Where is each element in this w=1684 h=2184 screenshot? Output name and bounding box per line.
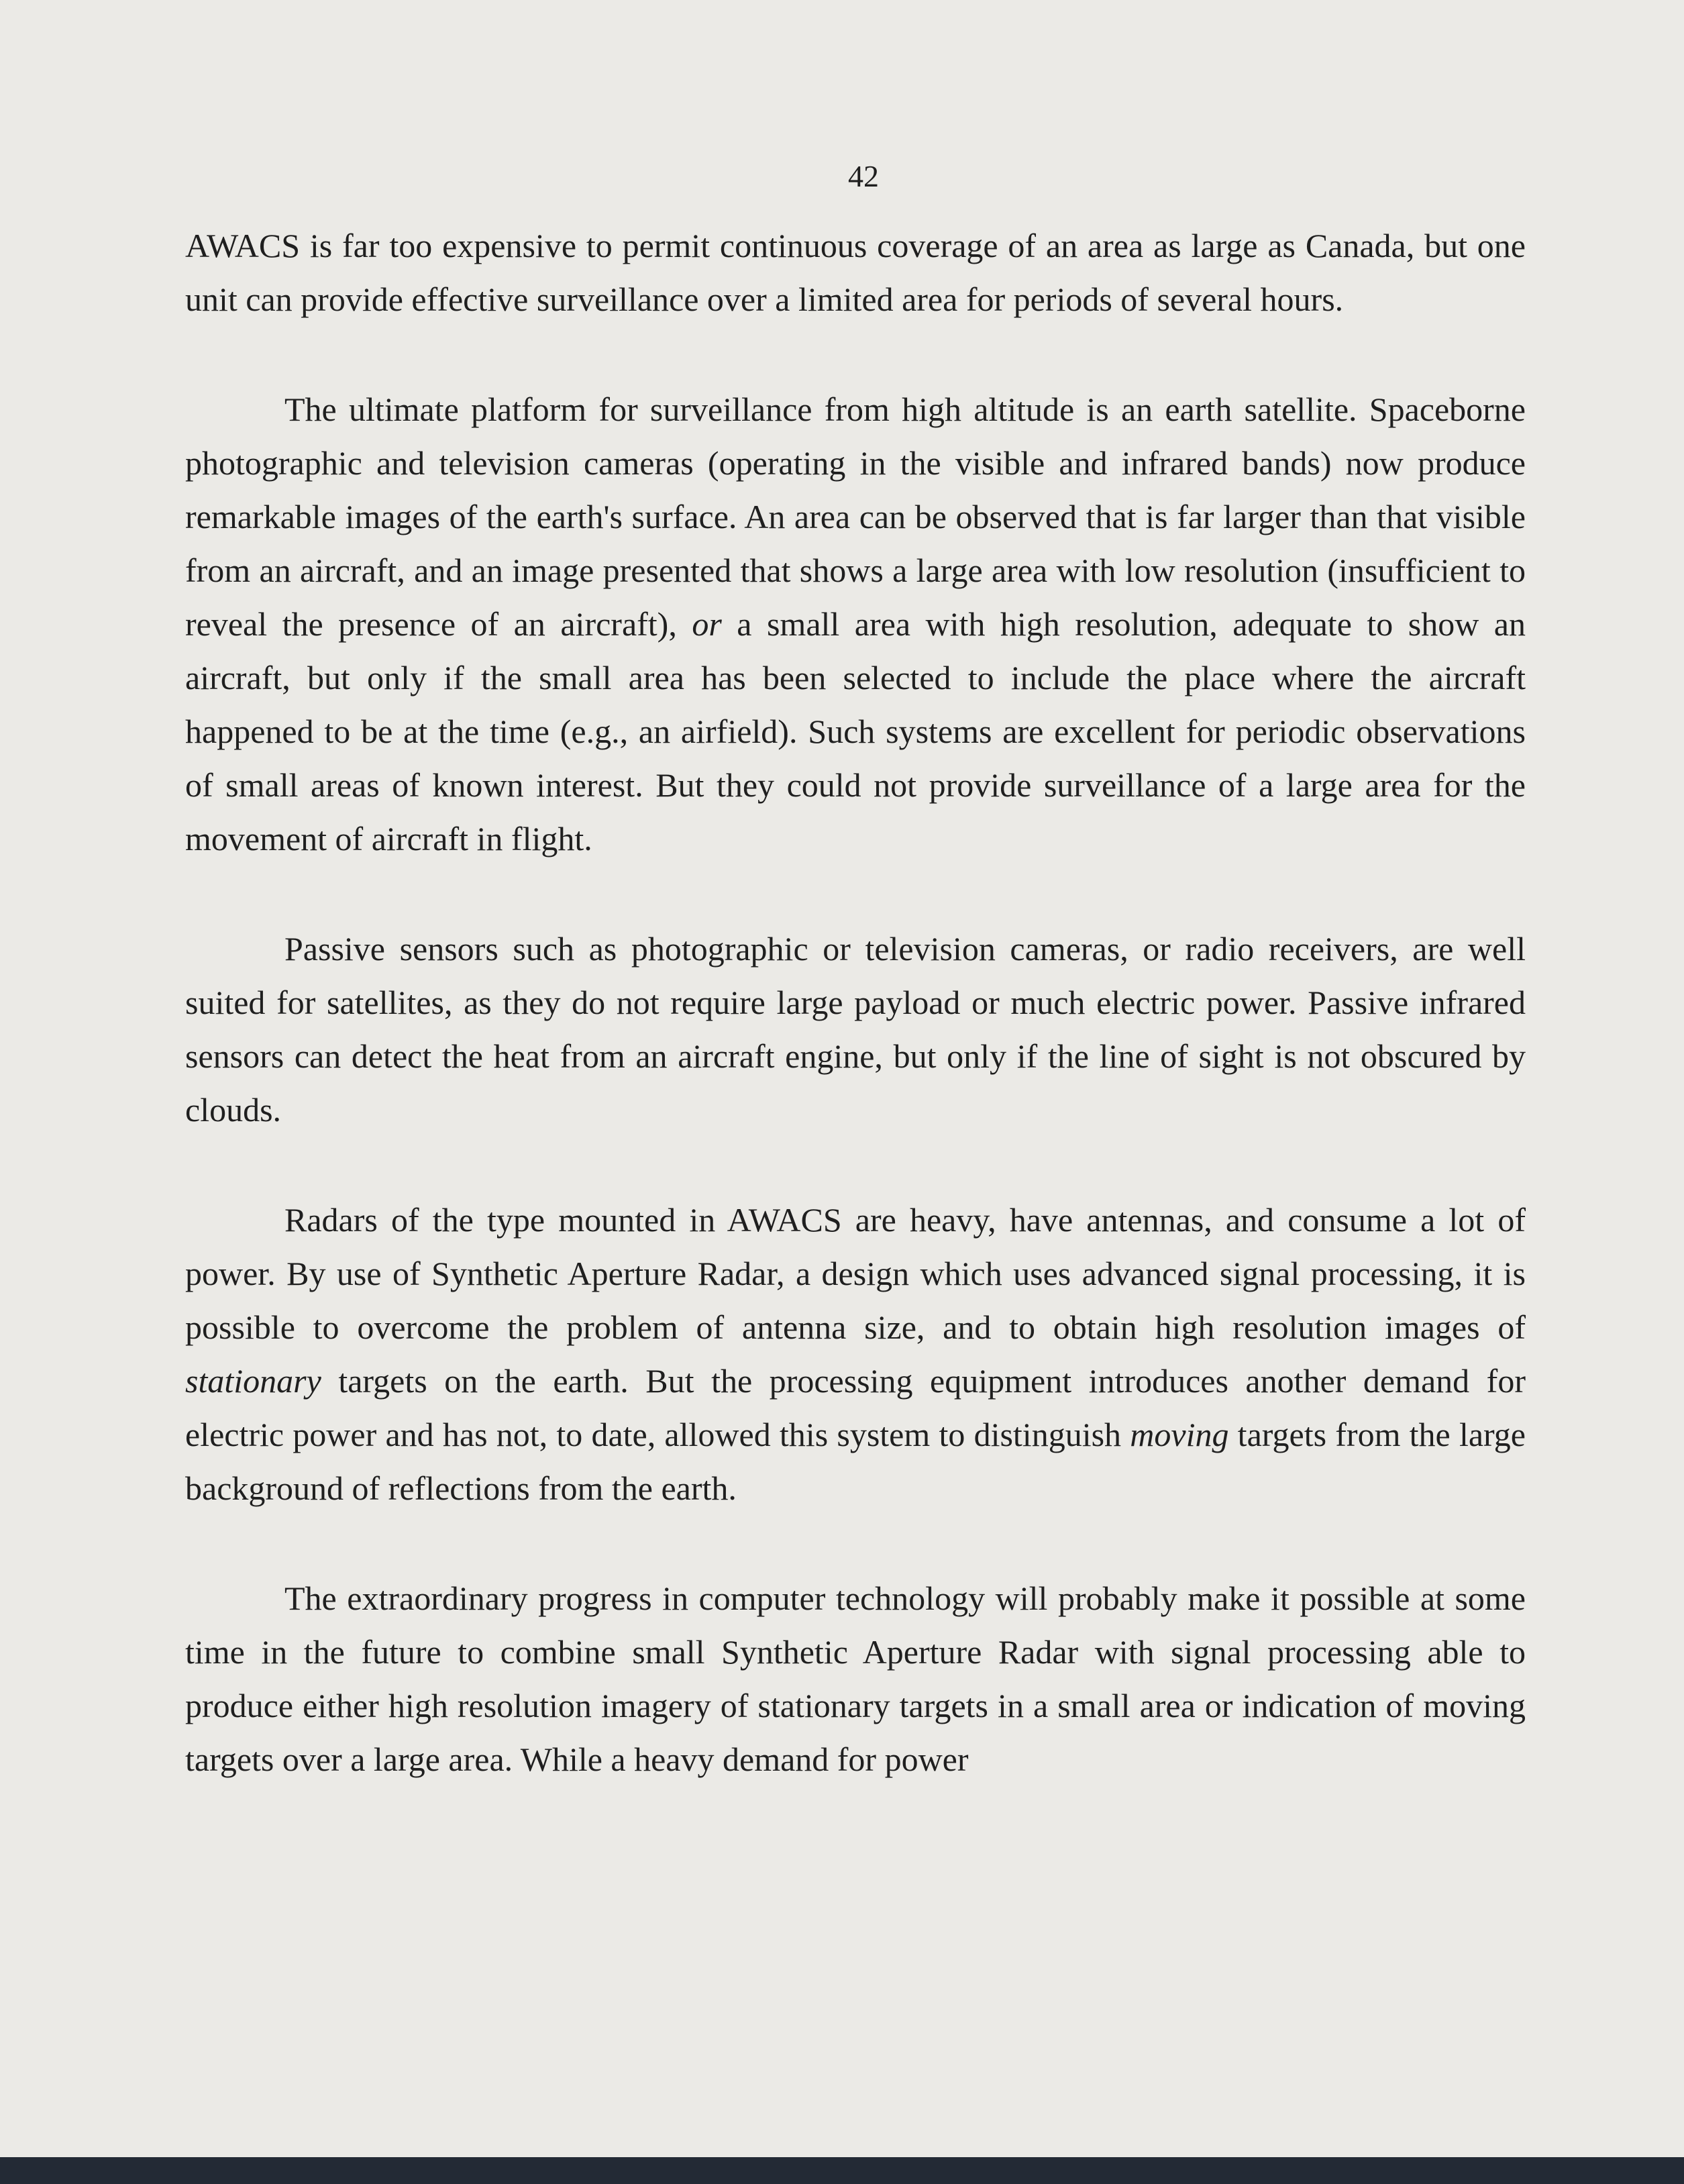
paragraph-3 bbox=[185, 922, 1526, 1137]
paragraph-2-text-b: a small area with high resolution, adequate to show an aircraft, but only if the small area has been selected to include the place where the aircraft happened to be at the time (e.g., an airfield). Such systems are excellent for periodic observations of small areas of known interest. But they could not provide surveillance of a large area for the movement of aircraft in flight. bbox=[185, 605, 1526, 857]
paragraph-3-text: Passive sensors such as photographic or television cameras, or radio receivers, are well suited for satellites, as they do not require large payload or much electric power. Passive infrared sensors can detect the heat from an aircraft engine, but only if the line of sight is not obscured by clouds. bbox=[185, 930, 1526, 1129]
paragraph-1 bbox=[185, 219, 1526, 326]
paragraph-4-text-a: Radars of the type mounted in AWACS are heavy, have antennas, and consume a lot of power. By use of Synthetic Aperture Radar, a design which uses advanced signal processing, it is possible to overcome the problem of antenna size, and to obtain high resolution images of bbox=[185, 1201, 1526, 1346]
paragraph-4-italic-stationary: stationary bbox=[185, 1362, 321, 1400]
paragraph-2-text-a: The ultimate platform for surveillance from high altitude is an earth satellite. Spaceborne photographic and television cameras (operating in the visible and infrared bands) now produce remarkable images of the earth's surface. An area can be observed that is far larger than that visible from an aircraft, and an image presented that shows a large area with low resolution (insufficient to reveal the presence of an aircraft), bbox=[185, 391, 1526, 643]
page-number: 42 bbox=[848, 159, 879, 193]
paragraph-5-text: The extraordinary progress in computer technology will probably make it possible at some time in the future to combine small Synthetic Aperture Radar with signal processing able to produce either high resolution imagery of stationary targets in a small area or indication of moving targets over a large area. While a heavy demand for power bbox=[185, 1579, 1526, 1778]
scan-bottom-edge bbox=[0, 2157, 1684, 2184]
body-text bbox=[185, 219, 1526, 1786]
paragraph-2-italic-or: or bbox=[692, 605, 722, 643]
paragraph-4-text-c: targets from the large background of reflections from the earth. bbox=[185, 1416, 1526, 1507]
paragraph-4-text-b: targets on the earth. But the processing equipment introduces another demand for electric power and has not, to date, allowed this system to distinguish bbox=[185, 1362, 1526, 1453]
paragraph-2 bbox=[185, 382, 1526, 866]
paragraph-4-italic-moving: moving bbox=[1130, 1416, 1229, 1453]
paragraph-1-text: AWACS is far too expensive to permit continuous coverage of an area as large as Canada, but one unit can provide effective surveillance over a limited area for periods of several hours. bbox=[185, 227, 1526, 318]
paragraph-4 bbox=[185, 1193, 1526, 1515]
paragraph-5 bbox=[185, 1571, 1526, 1786]
